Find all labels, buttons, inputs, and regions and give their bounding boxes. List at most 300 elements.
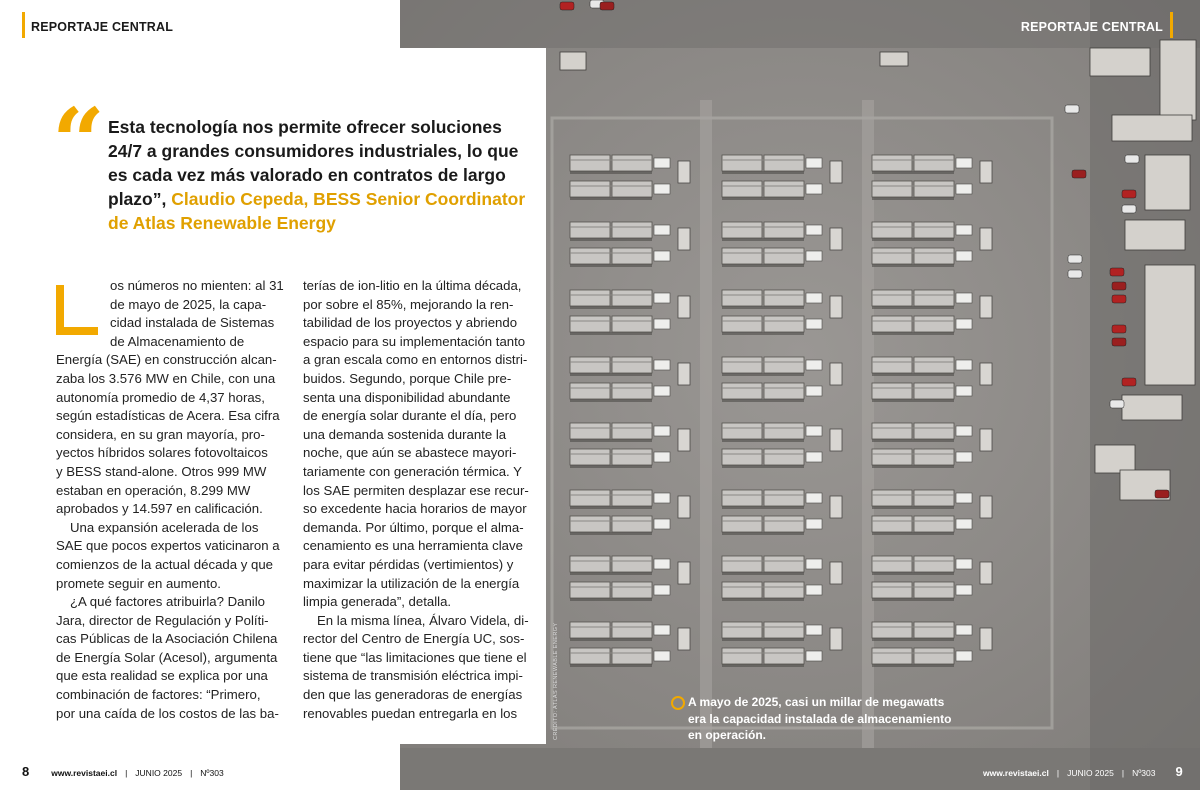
battery-container xyxy=(872,383,912,399)
battery-container xyxy=(872,290,912,306)
text-line: Jara, director de Regulación y Políti- xyxy=(56,612,269,628)
connector-cable xyxy=(956,426,972,436)
connector-cable xyxy=(654,184,670,194)
parked-vehicle xyxy=(1072,170,1086,178)
battery-container xyxy=(570,556,610,572)
battery-container xyxy=(612,490,652,506)
footer-issue-date: JUNIO 2025 xyxy=(135,768,183,778)
connector-cable xyxy=(806,493,822,503)
battery-container xyxy=(872,490,912,506)
battery-container xyxy=(570,648,610,664)
parked-vehicle xyxy=(1068,270,1082,278)
battery-container xyxy=(764,181,804,197)
battery-container xyxy=(764,248,804,264)
text-line: a gran escala como en entornos distri- xyxy=(303,352,528,368)
container-shadow xyxy=(570,532,652,535)
battery-container xyxy=(612,155,652,171)
connector-cable xyxy=(806,559,822,569)
connector-cable xyxy=(956,158,972,168)
connector-cable xyxy=(956,625,972,635)
text-line: los SAE permiten desplazar ese recur- xyxy=(303,482,529,498)
container-shadow xyxy=(872,306,954,309)
footer-separator: | xyxy=(1056,768,1060,778)
section-title-left: REPORTAJE CENTRAL xyxy=(31,20,174,34)
text-line: ¿A qué factores atribuirla? Danilo xyxy=(70,594,265,610)
footer-issue-number: Nº303 xyxy=(200,768,224,778)
container-shadow xyxy=(722,264,804,267)
battery-container xyxy=(570,155,610,171)
battery-container xyxy=(872,516,912,532)
text-line: aprobados y 14.597 en calificación. xyxy=(56,501,263,517)
battery-container xyxy=(914,248,954,264)
parked-vehicle xyxy=(1122,190,1136,198)
column-2-paragraph-1 xyxy=(303,277,529,612)
inverter-unit xyxy=(830,429,842,451)
battery-container xyxy=(570,449,610,465)
parked-vehicle xyxy=(1125,155,1139,163)
battery-container xyxy=(570,316,610,332)
inverter-unit xyxy=(830,562,842,584)
text-line: Energía (SAE) en construcción alcan- xyxy=(56,352,277,368)
parked-vehicle xyxy=(560,2,574,10)
quote-mark-icon: “ xyxy=(52,88,105,196)
container-shadow xyxy=(570,664,652,667)
battery-container xyxy=(764,449,804,465)
container-shadow xyxy=(570,238,652,241)
text-line: senta una disponibilidad abundante xyxy=(303,389,511,405)
container-shadow xyxy=(872,532,954,535)
battery-container xyxy=(872,222,912,238)
container-shadow xyxy=(722,638,804,641)
battery-container xyxy=(764,582,804,598)
battery-container xyxy=(872,155,912,171)
battery-container xyxy=(914,423,954,439)
parked-vehicle xyxy=(1122,378,1136,386)
container-shadow xyxy=(722,171,804,174)
text-line: combinación de factores: “Primero, xyxy=(56,687,261,703)
text-line: de energía solar durante el día, pero xyxy=(303,408,517,424)
battery-container xyxy=(872,648,912,664)
battery-container xyxy=(570,582,610,598)
battery-container xyxy=(764,222,804,238)
inverter-unit xyxy=(980,363,992,385)
connector-cable xyxy=(654,251,670,261)
battery-container xyxy=(872,449,912,465)
inverter-unit xyxy=(980,429,992,451)
battery-container xyxy=(872,357,912,373)
text-line: cenamiento es una herramienta clave xyxy=(303,538,523,554)
site-building xyxy=(1145,265,1195,385)
text-line: de Energía Solar (Acesol), argumenta xyxy=(56,649,278,665)
battery-container xyxy=(872,248,912,264)
connector-cable xyxy=(806,452,822,462)
container-shadow xyxy=(872,439,954,442)
inverter-unit xyxy=(830,161,842,183)
inverter-unit xyxy=(830,296,842,318)
battery-container xyxy=(914,357,954,373)
battery-container xyxy=(764,490,804,506)
text-line: promete seguir en aumento. xyxy=(56,575,221,591)
battery-container xyxy=(570,383,610,399)
text-line: espacio para su implementación tanto xyxy=(303,333,526,349)
pull-quote-author: Claudio Cepeda, BESS Senior Coordinator de Atlas Renewable Energy xyxy=(108,189,526,233)
page-number-left: 8 xyxy=(22,764,30,779)
site-building xyxy=(1160,40,1196,120)
battery-container xyxy=(570,423,610,439)
container-shadow xyxy=(722,238,804,241)
footer-issue-date: JUNIO 2025 xyxy=(1067,768,1114,778)
footer-site-link[interactable]: www.revistaei.cl xyxy=(51,768,118,778)
battery-container xyxy=(722,582,762,598)
inverter-unit xyxy=(678,429,690,451)
inverter-unit xyxy=(980,562,992,584)
battery-container xyxy=(612,556,652,572)
connector-cable xyxy=(806,360,822,370)
battery-container xyxy=(612,383,652,399)
container-shadow xyxy=(872,373,954,376)
connector-cable xyxy=(654,585,670,595)
text-line: terías de ion-litio en la última década, xyxy=(303,278,522,293)
connector-cable xyxy=(806,158,822,168)
container-shadow xyxy=(570,598,652,601)
parked-vehicle xyxy=(1110,400,1124,408)
container-shadow xyxy=(570,572,652,575)
connector-cable xyxy=(806,625,822,635)
text-line: SAE que pocos expertos vaticinaron a xyxy=(56,538,280,554)
battery-container xyxy=(914,181,954,197)
container-shadow xyxy=(722,197,804,200)
battery-container xyxy=(722,516,762,532)
text-line: yectos híbridos solares fotovoltaicos xyxy=(56,445,268,461)
inverter-unit xyxy=(830,228,842,250)
battery-container xyxy=(914,516,954,532)
parked-vehicle xyxy=(1068,255,1082,263)
container-shadow xyxy=(570,306,652,309)
inverter-unit xyxy=(678,296,690,318)
battery-container xyxy=(914,222,954,238)
inverter-unit xyxy=(830,363,842,385)
footer-left xyxy=(22,764,224,779)
battery-container xyxy=(872,316,912,332)
battery-container xyxy=(764,155,804,171)
text-line: según estadísticas de Acera. Esa cifra xyxy=(56,408,280,424)
parked-vehicle xyxy=(600,2,614,10)
battery-container xyxy=(612,423,652,439)
inverter-unit xyxy=(980,628,992,650)
battery-container xyxy=(722,181,762,197)
text-line: de Almacenamiento de xyxy=(110,333,245,349)
connector-cable xyxy=(654,319,670,329)
battery-container xyxy=(612,248,652,264)
text-line: rector del Centro de Energía UC, sos- xyxy=(303,631,525,647)
connector-cable xyxy=(806,585,822,595)
connector-cable xyxy=(956,585,972,595)
connector-cable xyxy=(956,251,972,261)
column-2-paragraph-2 xyxy=(303,612,529,724)
battery-container xyxy=(722,248,762,264)
text-line: para evitar pérdidas (vertimientos) y xyxy=(303,556,514,572)
connector-cable xyxy=(806,426,822,436)
battery-container xyxy=(612,222,652,238)
text-line: estaban en operación, 8.299 MW xyxy=(56,482,251,498)
connector-cable xyxy=(654,386,670,396)
battery-container xyxy=(914,556,954,572)
text-line: tariamente con generación térmica. Y xyxy=(303,463,522,479)
text-line: so excedente hacia horarios de mayor xyxy=(303,501,527,517)
connector-cable xyxy=(956,360,972,370)
footer-separator: | xyxy=(125,768,128,778)
text-line: comienzos de la actual década y que xyxy=(56,556,274,572)
connector-cable xyxy=(956,225,972,235)
inverter-unit xyxy=(678,628,690,650)
text-line: una demanda sostenida durante la xyxy=(303,426,507,442)
battery-container xyxy=(872,181,912,197)
container-shadow xyxy=(872,572,954,575)
text-line: sistema de transmisión eléctrica impi- xyxy=(303,668,523,684)
battery-container xyxy=(570,290,610,306)
column-1-paragraph-2 xyxy=(56,519,284,593)
connector-cable xyxy=(806,251,822,261)
connector-cable xyxy=(654,426,670,436)
connector-cable xyxy=(654,625,670,635)
parked-vehicle xyxy=(1112,295,1126,303)
battery-container xyxy=(872,582,912,598)
container-shadow xyxy=(722,664,804,667)
connector-cable xyxy=(806,651,822,661)
text-line: buidos. Segundo, porque Chile pre- xyxy=(303,370,512,386)
container-shadow xyxy=(570,465,652,468)
text-line: renovables puedan entregarla en los xyxy=(303,705,518,721)
battery-container xyxy=(722,316,762,332)
footer-separator: | xyxy=(1121,768,1125,778)
pull-quote-text: Esta tecnología nos permite ofrecer soluciones 24/7 a grandes consumidores industriales, lo que es cada vez más valorado en contratos de largo plazo”, xyxy=(108,117,519,209)
battery-container xyxy=(612,516,652,532)
battery-container xyxy=(914,290,954,306)
battery-container xyxy=(570,248,610,264)
battery-container xyxy=(764,516,804,532)
battery-container xyxy=(612,449,652,465)
photo-credit: CRÉDITO: ATLAS RENEWABLE ENERGY xyxy=(553,622,559,740)
text-line: tiene que “las limitaciones que tiene el xyxy=(303,649,527,665)
container-shadow xyxy=(570,638,652,641)
connector-cable xyxy=(806,293,822,303)
inverter-unit xyxy=(678,228,690,250)
column-1-paragraph-1 xyxy=(56,277,284,519)
container-shadow xyxy=(872,332,954,335)
text-line: noche, que aún se abastece mayori- xyxy=(303,445,517,461)
footer-issue-number: Nº303 xyxy=(1132,768,1156,778)
connector-cable xyxy=(956,293,972,303)
inverter-unit xyxy=(830,496,842,518)
parked-vehicle xyxy=(1110,268,1124,276)
text-line: cidad instalada de Sistemas xyxy=(110,315,275,331)
inverter-unit xyxy=(980,296,992,318)
text-line: os números no mienten: al 31 xyxy=(110,278,284,293)
container-shadow xyxy=(570,439,652,442)
connector-cable xyxy=(806,184,822,194)
connector-cable xyxy=(654,559,670,569)
parked-vehicle xyxy=(1155,490,1169,498)
inverter-unit xyxy=(980,161,992,183)
battery-container xyxy=(570,516,610,532)
text-line: considera, en su gran mayoría, pro- xyxy=(56,426,265,442)
battery-container xyxy=(722,222,762,238)
site-building xyxy=(1125,220,1185,250)
parked-vehicle xyxy=(1122,205,1136,213)
text-line: por una caída de los costos de las ba- xyxy=(56,705,279,721)
battery-container xyxy=(872,556,912,572)
inverter-unit xyxy=(830,628,842,650)
container-shadow xyxy=(570,264,652,267)
battery-container xyxy=(722,290,762,306)
battery-container xyxy=(764,357,804,373)
inverter-unit xyxy=(678,562,690,584)
battery-container xyxy=(722,357,762,373)
text-line: autonomía promedio de 4,37 horas, xyxy=(56,389,265,405)
container-shadow xyxy=(872,506,954,509)
container-shadow xyxy=(570,332,652,335)
battery-container xyxy=(722,648,762,664)
text-line: por sobre el 85%, mejorando la ren- xyxy=(303,296,514,312)
site-building xyxy=(1122,395,1182,420)
battery-container xyxy=(914,155,954,171)
container-shadow xyxy=(872,664,954,667)
battery-container xyxy=(612,290,652,306)
battery-container xyxy=(914,648,954,664)
battery-container xyxy=(914,490,954,506)
section-accent-bar-right xyxy=(1170,12,1173,38)
container-shadow xyxy=(722,399,804,402)
section-accent-bar xyxy=(22,12,25,38)
container-shadow xyxy=(570,197,652,200)
battery-container xyxy=(872,622,912,638)
battery-container xyxy=(872,423,912,439)
connector-cable xyxy=(956,452,972,462)
container-shadow xyxy=(872,638,954,641)
container-shadow xyxy=(872,399,954,402)
battery-container xyxy=(722,155,762,171)
container-shadow xyxy=(722,465,804,468)
site-building xyxy=(1112,115,1192,141)
battery-container xyxy=(914,383,954,399)
container-shadow xyxy=(872,598,954,601)
battery-container xyxy=(914,622,954,638)
container-shadow xyxy=(872,171,954,174)
container-shadow xyxy=(570,399,652,402)
battery-container xyxy=(570,622,610,638)
connector-cable xyxy=(956,386,972,396)
site-building xyxy=(1095,445,1135,473)
parked-vehicle xyxy=(1112,338,1126,346)
site-building xyxy=(880,52,908,66)
container-shadow xyxy=(570,171,652,174)
text-line: y BESS stand-alone. Otros 999 MW xyxy=(56,463,267,479)
connector-cable xyxy=(654,225,670,235)
battery-container xyxy=(722,622,762,638)
container-shadow xyxy=(722,506,804,509)
battery-container xyxy=(764,556,804,572)
inverter-unit xyxy=(980,496,992,518)
article-column-2 xyxy=(303,277,529,723)
container-shadow xyxy=(722,598,804,601)
parked-vehicle xyxy=(1065,105,1079,113)
text-line: maximizar la utilización de la energía xyxy=(303,575,520,591)
site-building xyxy=(1090,48,1150,76)
section-title-right: REPORTAJE CENTRAL xyxy=(1020,20,1163,34)
battery-container xyxy=(764,290,804,306)
site-building xyxy=(560,52,586,70)
battery-container xyxy=(722,383,762,399)
container-shadow xyxy=(722,572,804,575)
container-shadow xyxy=(722,373,804,376)
connector-cable xyxy=(654,293,670,303)
text-line: tabilidad de los proyectos y abriendo xyxy=(303,315,518,331)
connector-cable xyxy=(956,319,972,329)
footer-separator: | xyxy=(190,768,193,778)
container-shadow xyxy=(722,306,804,309)
text-line: den que las generadoras de energías xyxy=(303,687,523,703)
inverter-unit xyxy=(980,228,992,250)
battery-container xyxy=(612,181,652,197)
battery-container xyxy=(914,449,954,465)
battery-container xyxy=(570,222,610,238)
container-shadow xyxy=(722,439,804,442)
connector-cable xyxy=(654,651,670,661)
inverter-unit xyxy=(678,363,690,385)
battery-container xyxy=(764,622,804,638)
text-line: zaba los 3.576 MW en Chile, con una xyxy=(56,370,276,386)
inverter-unit xyxy=(678,496,690,518)
battery-container xyxy=(722,556,762,572)
battery-container xyxy=(612,357,652,373)
battery-container xyxy=(612,648,652,664)
container-shadow xyxy=(722,532,804,535)
connector-cable xyxy=(806,225,822,235)
container-shadow xyxy=(570,506,652,509)
site-building xyxy=(1145,155,1190,210)
text-line: cas Públicas de la Asociación Chilena xyxy=(56,631,278,647)
connector-cable xyxy=(956,559,972,569)
connector-cable xyxy=(654,452,670,462)
text-line: demanda. Por último, porque el alma- xyxy=(303,519,524,535)
parked-vehicle xyxy=(1112,282,1126,290)
connector-cable xyxy=(806,519,822,529)
footer-site-link[interactable]: www.revistaei.cl xyxy=(983,768,1049,778)
column-1-paragraph-3 xyxy=(56,593,284,723)
footer-right xyxy=(983,764,1183,779)
parked-vehicle xyxy=(1112,325,1126,333)
battery-container xyxy=(764,423,804,439)
container-shadow xyxy=(722,332,804,335)
caption-text: A mayo de 2025, casi un millar de megawatts era la capacidad instalada de almacenamiento en operación. xyxy=(688,695,952,742)
battery-container xyxy=(612,622,652,638)
connector-cable xyxy=(956,651,972,661)
connector-cable xyxy=(806,319,822,329)
connector-cable xyxy=(956,519,972,529)
battery-container xyxy=(914,582,954,598)
battery-container xyxy=(612,316,652,332)
inverter-unit xyxy=(678,161,690,183)
connector-cable xyxy=(956,493,972,503)
text-line: Una expansión acelerada de los xyxy=(70,519,259,535)
battery-container xyxy=(764,648,804,664)
connector-cable xyxy=(806,386,822,396)
battery-container xyxy=(570,490,610,506)
battery-container xyxy=(570,181,610,197)
container-shadow xyxy=(872,238,954,241)
battery-container xyxy=(764,316,804,332)
connector-cable xyxy=(654,158,670,168)
